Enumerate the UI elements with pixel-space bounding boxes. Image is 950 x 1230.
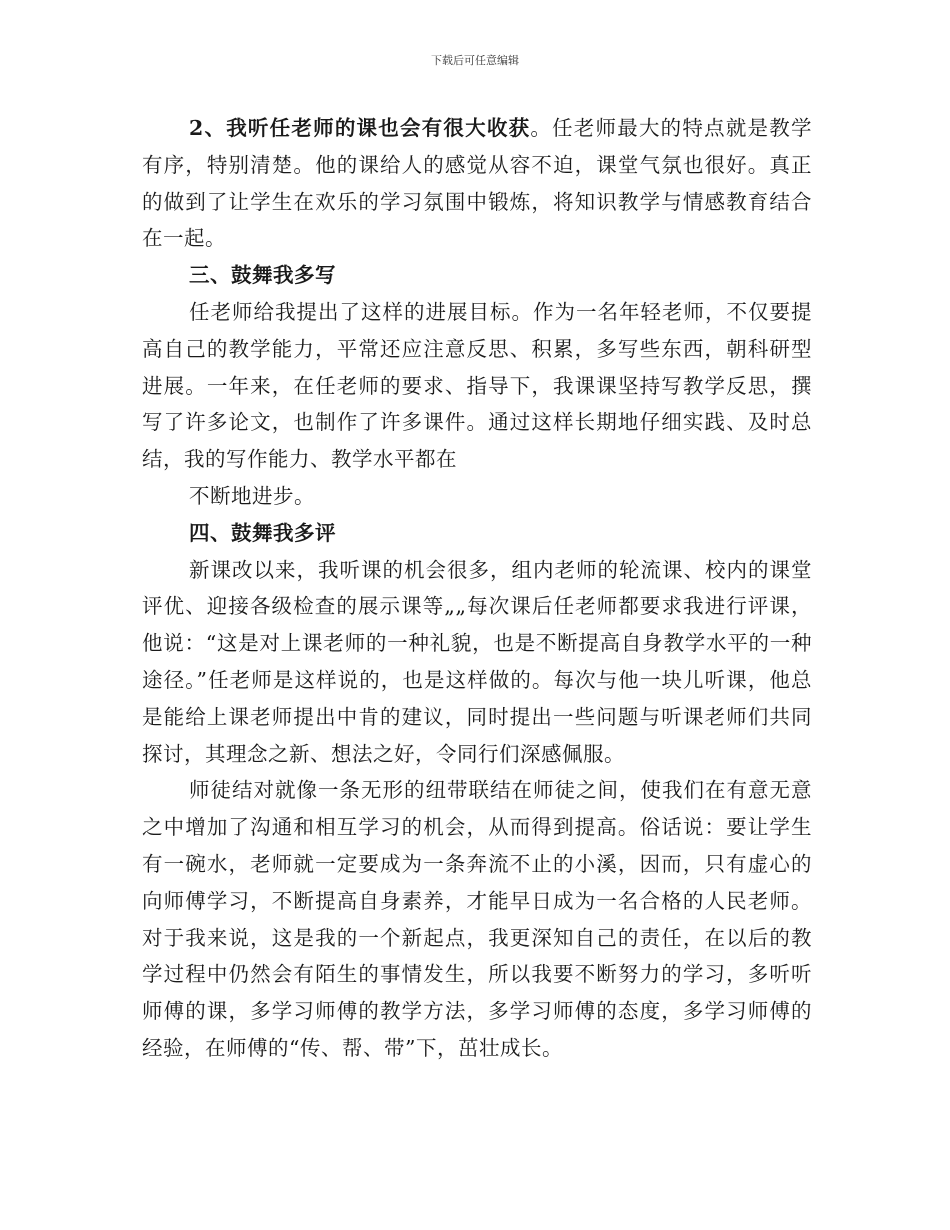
paragraph-listen-class	[142, 110, 812, 257]
section-heading-write-more: 三、鼓舞我多写	[189, 263, 336, 288]
paragraph-evaluate-more: 新课改以来，我听课的机会很多，组内老师的轮流课、校内的课堂评优、迎接各级检查的展示课等„„每次课后任老师都要求我进行评课，他说：“这是对上课老师的一种礼貌，也是不断提高自身教学水平的一种途径。”任老师是这样说的，也是这样做的。每次与他一块儿听课，他总是能给上课老师提出中肯的建议，同时提出一些问题与听课老师们共同探讨，其理念之新、想法之好，令同行们深感佩服。	[142, 557, 812, 766]
paragraph-lead-bold: 2、我听任老师的课也会有很大收获	[189, 116, 531, 140]
paragraph-body: 。任老师最大的特点就是教学有序，特别清楚。他的课给人的感觉从容不迫，课堂气氛也很好。真正的做到了让学生在欢乐的学习氛围中锻炼，将知识教学与情感教育结合在一起。	[142, 116, 812, 251]
paragraph-conclusion: 师徒结对就像一条无形的纽带联结在师徒之间，使我们在有意无意之中增加了沟通和相互学习的机会，从而得到提高。俗话说：要让学生有一碗水，老师就一定要成为一条奔流不止的小溪，因而，只有虚心的向师傅学习，不断提高自身素养，才能早日成为一名合格的人民老师。对于我来说，这是我的一个新起点，我更深知自己的责任，在以后的教学过程中仍然会有陌生的事情发生，所以我要不断努力的学习，多听听师傅的课，多学习师傅的教学方法，多学习师傅的态度，多学习师傅的经验，在师傅的“传、帮、带”下，茁壮成长。	[142, 778, 812, 1060]
section-heading-evaluate-more: 四、鼓舞我多评	[189, 520, 336, 545]
page-header: 下载后可任意编辑	[431, 54, 519, 67]
document-body	[142, 110, 812, 1067]
paragraph-write-more: 任老师给我提出了这样的进展目标。作为一名年轻老师，不仅要提高自己的教学能力，平常还应注意反思、积累，多写些东西，朝科研型进展。一年来，在任老师的要求、指导下，我课课坚持写教学反思，撰写了许多论文，也制作了许多课件。通过这样长期地仔细实践、及时总结，我的写作能力、教学水平都在	[142, 299, 812, 472]
paragraph-continuation: 不断地进步。	[189, 483, 315, 508]
